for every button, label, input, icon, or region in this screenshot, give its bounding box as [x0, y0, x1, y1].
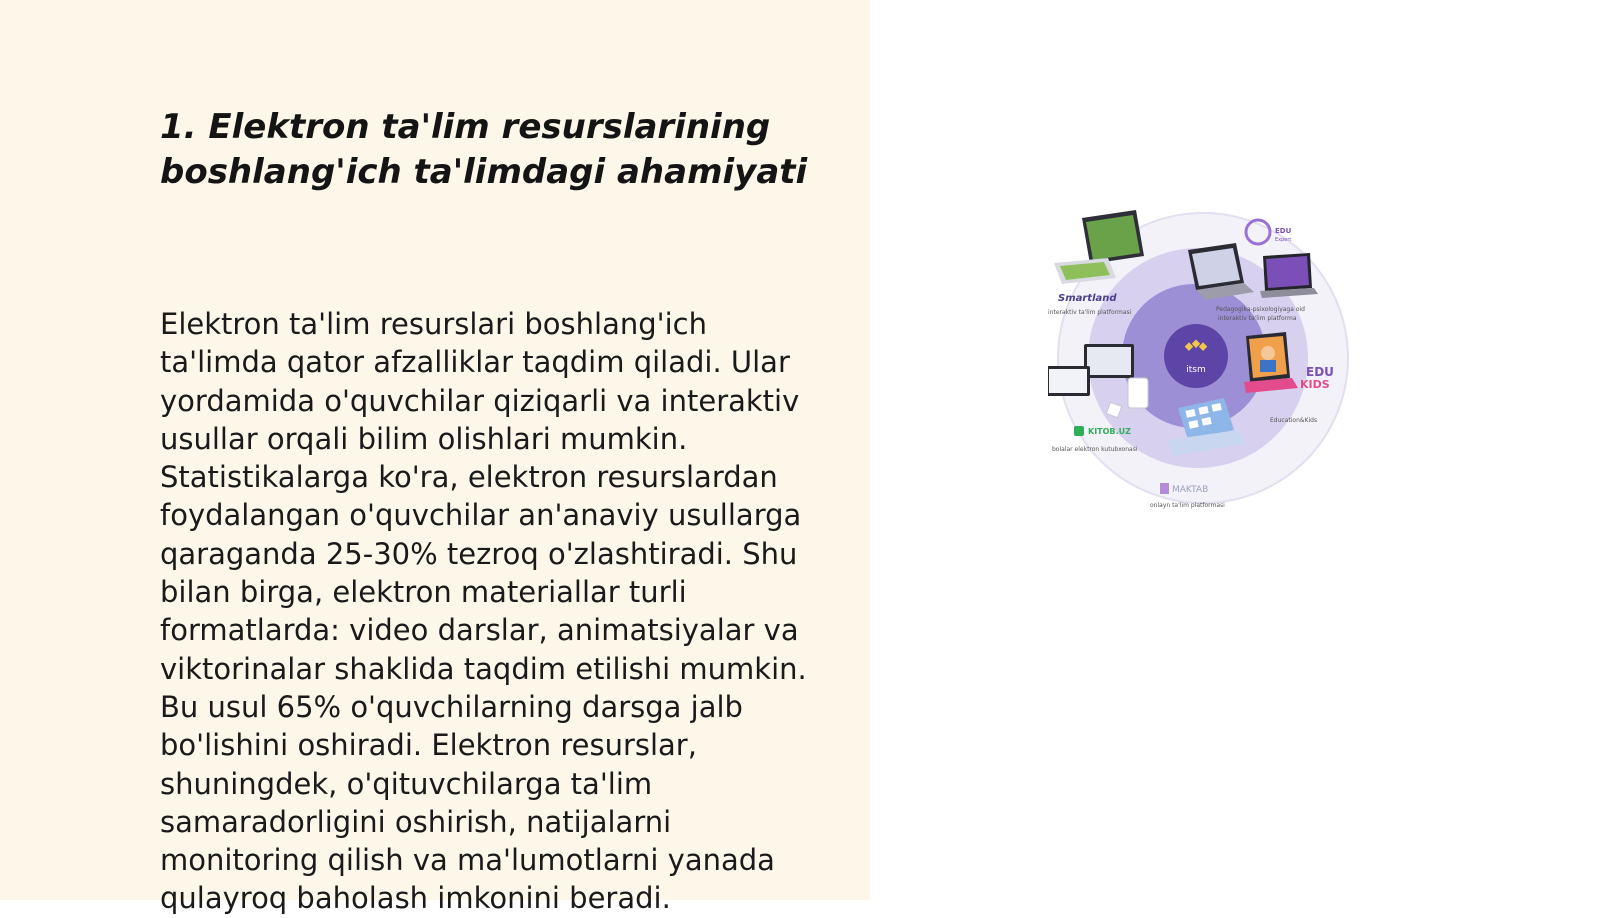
- smartland-name: Smartland: [1058, 293, 1117, 304]
- edukids-badge-line1: EDU: [1306, 365, 1334, 379]
- slide-title: 1. Elektron ta'lim resurslarining boshlang'ich ta'limdagi ahamiyati: [160, 107, 808, 192]
- edu-platforms-diagram: [1048, 208, 1358, 518]
- smartland-caption: interaktiv ta'lim platformasi: [1048, 309, 1132, 316]
- edu-caption-line1: Pedagogika-psixologiyaga oid: [1216, 306, 1305, 313]
- kitob-logo-icon: [1074, 426, 1084, 436]
- edu-badge-bottom: Expert: [1275, 237, 1292, 243]
- edukids-caption: Education&Kids: [1270, 417, 1318, 424]
- edu-badge-top: EDU: [1275, 227, 1292, 235]
- edu-caption-line2: interaktiv ta'lim platforma: [1218, 315, 1297, 322]
- edu-platforms-illustration: [1048, 208, 1358, 518]
- slide-body-text: Elektron ta'lim resurslari boshlang'ich ta'limda qator afzalliklar taqdim qiladi. Ular yordamida o'quvchilar qiziqarli va interaktiv usullar orqali bilim olishlari mumkin. Statistikalarga ko'ra, elektron resurslardan foydalangan o'quvchilar an'anaviy usullarga qaraganda 25-30% tezroq o'zlashtiradi. Shu bilan birga, elektron materiallar turli formatlarda: video darslar, animatsiyalar va viktorinalar shaklida taqdim etilishi mumkin. Bu usul 65% o'quvchilarning darsga jalb bo'lishini oshiradi. Elektron resurslar, shuningdek, o'qituvchilarga ta'lim samaradorligini oshirish, natijalarni monitoring qilish va ma'lumotlarni yanada qulayroq baholash imkonini beradi.: [160, 307, 807, 916]
- maktab-caption: onlayn ta'lim platformasi: [1150, 502, 1225, 509]
- center-circle: [1164, 324, 1228, 388]
- kitob-name: KITOB.UZ: [1088, 427, 1131, 436]
- edukids-badge-line2: KIDS: [1300, 378, 1330, 391]
- kitob-caption: bolalar elektron kutubxonasi: [1052, 446, 1138, 453]
- maktab-name: MAKTAB: [1172, 485, 1209, 495]
- maktab-logo-icon: [1160, 483, 1169, 494]
- center-logo-text: itsm: [1186, 365, 1206, 375]
